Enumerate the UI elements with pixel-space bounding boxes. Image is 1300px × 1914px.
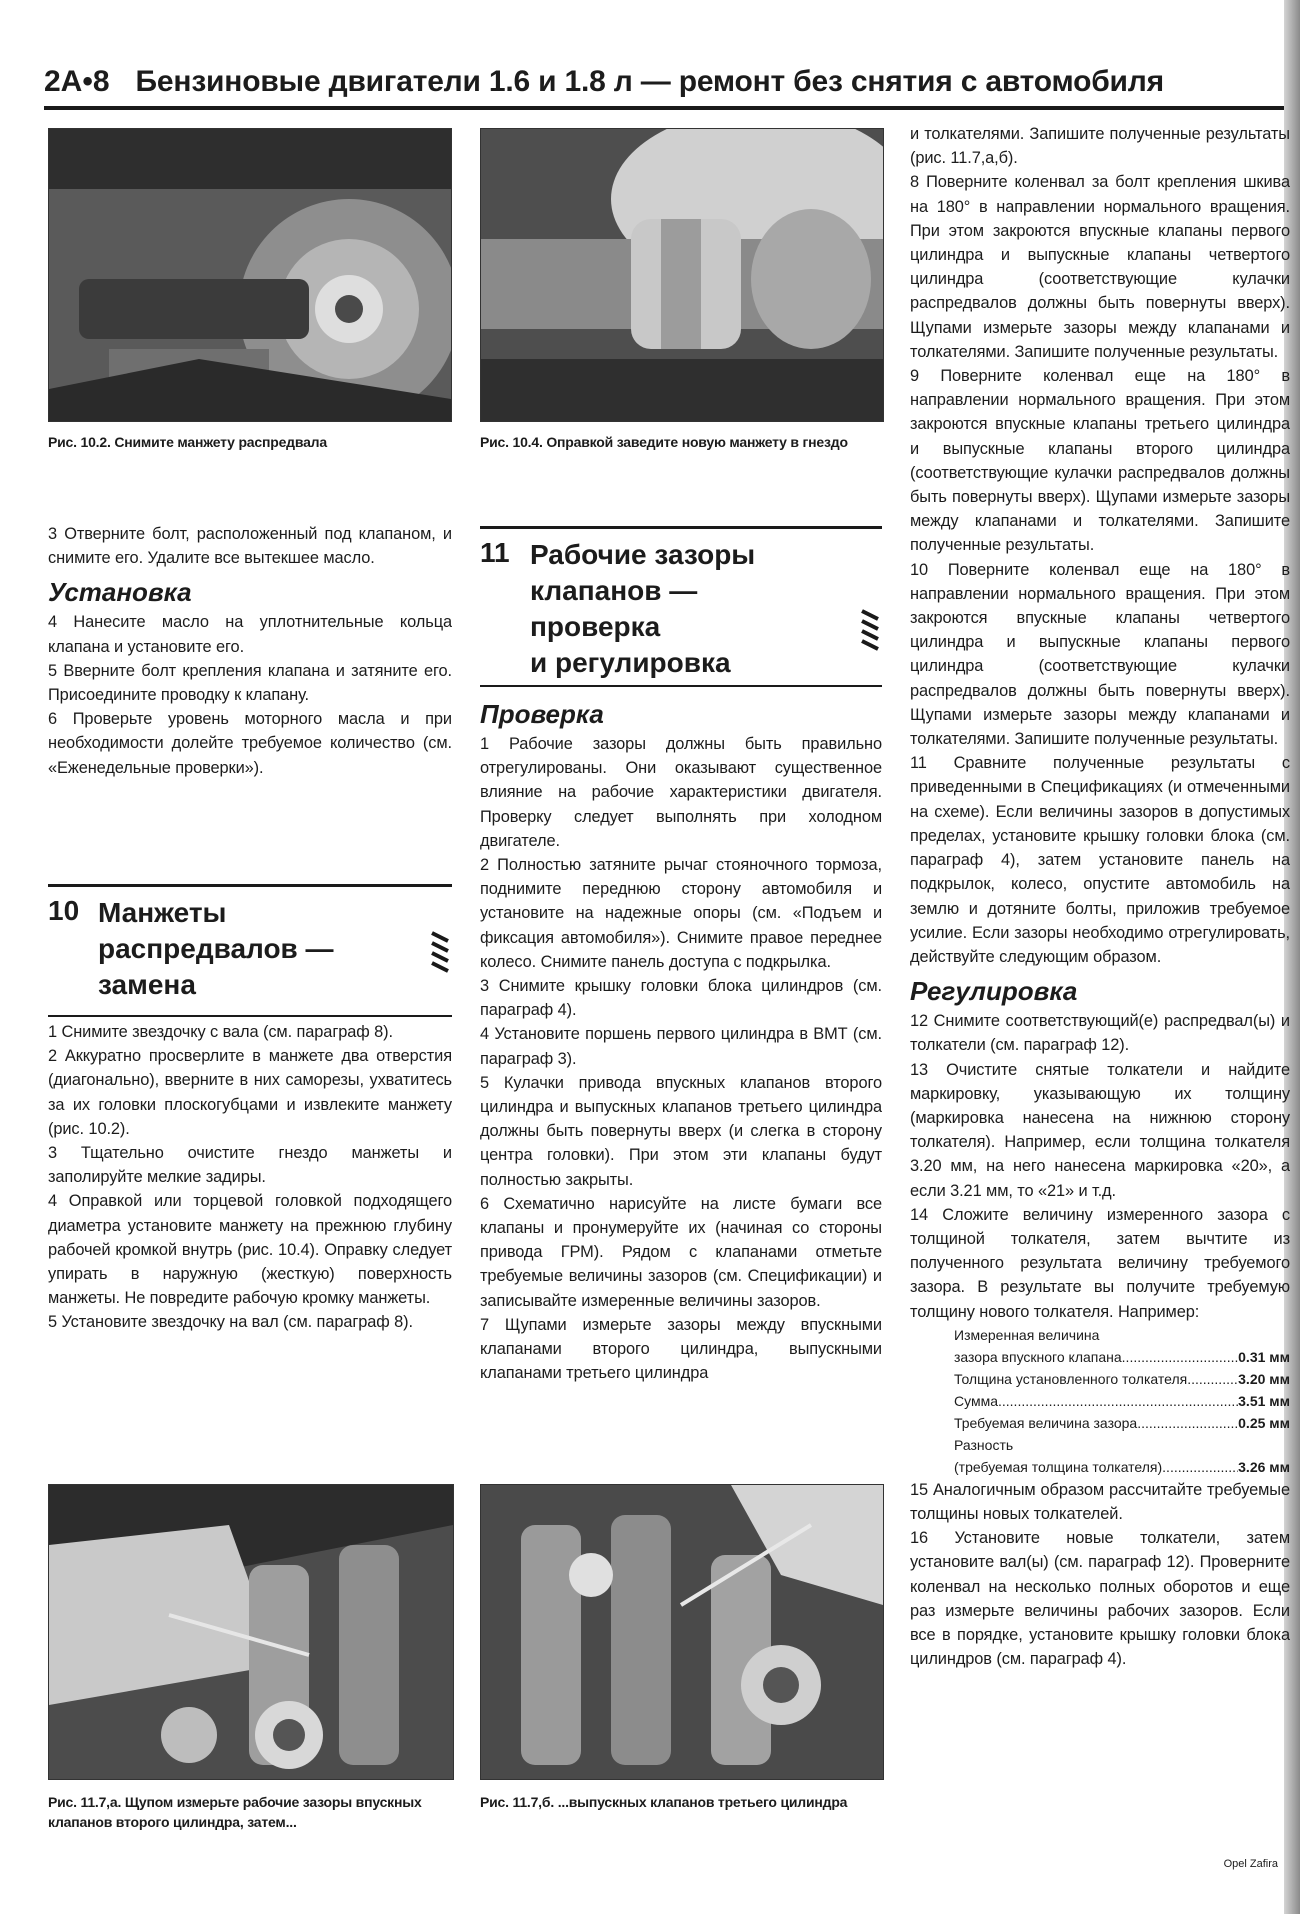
photo-fig-11-7a [48,1484,454,1780]
heading-adjust: Регулировка [910,976,1078,1007]
s10-para-4: 4 Оправкой или торцевой головкой подходящего диаметра установите манжету на прежнюю глубину рабочей кромкой внутрь (рис. 10.4). Оправку следует упирать в наружную (жесткую) поверхность манжеты. Не повредите рабочую кромку манжеты. [48,1192,452,1308]
para-6: 6 Проверьте уровень моторного масла и при необходимости долейте требуемое количество (см. «Еженедельные проверки»). [48,710,452,777]
calc-diff [954,1434,1290,1456]
section-10-title-line-2: распредвалов — [98,933,334,964]
calc-row-value: 0.31 мм [1238,1348,1290,1365]
column-2-body [480,696,882,1385]
page-number: 2A•8 [44,65,110,98]
s10-para-5: 5 Установите звездочку на вал (см. параграф 8). [48,1313,413,1332]
s11-para-12: 12 Снимите соответствующий(е) распредвал(ы) и толкатели (см. параграф 12). [910,1012,1290,1055]
s11-para-15: 15 Аналогичным образом рассчитайте требуемые толщины новых толкателей. [910,1480,1290,1523]
calc-row-label: зазора впускного клапана [954,1348,1122,1365]
s11-para-7: 7 Щупами измерьте зазоры между впускными клапанами второго цилиндра, выпускными клапанами третьего цилиндра [480,1315,882,1383]
footer-brand: Opel Zafira [1223,1858,1278,1870]
photo-fig-10-4 [480,128,884,422]
calc-row-value: 3.26 мм [1238,1458,1290,1475]
s11-para-2: 2 Полностью затяните рычаг стояночного тормоза, поднимите переднюю сторону автомобиля и установите на надежные опоры (см. «Подъем и фиксация автомобиля»). Снимите правое переднее колесо. Снимите панель доступа с подкрылка. [480,856,882,971]
caption-fig-11-7a: Рис. 11.7,а. Щупом измерьте рабочие зазоры впускных клапанов второго цилиндра, затем... [48,1794,422,1831]
calculation-example [954,1324,1290,1478]
calc-row-label: Требуемая величина зазора [954,1414,1138,1431]
section-11-title [530,537,755,681]
s10-para-1: 1 Снимите звездочку с вала (см. параграф 8). [48,1023,393,1041]
s10-para-2: 2 Аккуратно просверлите в манжете два отверстия (диагонально), вверните в них саморезы, ухватитесь за их головки плоскогубцами и извлеките манжету (рис. 10.2). [48,1047,452,1138]
s11-para-4: 4 Установите поршень первого цилиндра в ВМТ (см. параграф 3). [480,1025,882,1068]
calc-row-label: Сумма [954,1392,998,1409]
s11-para-16: 16 Установите новые толкатели, затем установите вал(ы) (см. параграф 12). Проверните коленвал на несколько полных оборотов и еще раз измерьте величины рабочих зазоров. Если все в порядке, установите крышку головки блока цилиндров (см. параграф 4). [910,1529,1290,1669]
s11-para-9: 9 Поверните коленвал еще на 180° в направлении нормального вращения. При этом закроются впускные клапаны третьего цилиндра и выпускные клапаны второго цилиндра (соответствующие кулачки распредвалов должны быть повернуты вверх). Щупами измерьте зазоры между клапанами и толкателями. Запишите полученные результаты. [910,367,1290,555]
section-11-title-line-1: Рабочие зазоры [530,539,756,570]
section-11-title-line-4: и регулировка [530,647,731,678]
calc-row-value: 3.51 мм [1238,1392,1290,1409]
calc-row-label: (требуемая толщина толкателя) [954,1458,1163,1475]
calc-row [954,1412,1290,1434]
calc-head-label: Измеренная величина [954,1326,1100,1343]
page-title: Бензиновые двигатели 1.6 и 1.8 л — ремонт без снятия с автомобиля [135,65,1164,98]
page-header [44,58,1300,110]
section-10-number: 10 [48,895,80,926]
s11-para-8: 8 Поверните коленвал за болт крепления шкива на 180° в направлении нормального вращения. При этом закроются впускные клапаны первого цилиндра и выпускные клапаны четвертого цилиндра (соответствующие кулачки распредвалов должны быть повернуты вверх). Щупами измерьте зазоры между клапанами и толкателями. Запишите полученные результаты. [910,173,1290,361]
caption-fig-10-2: Рис. 10.2. Снимите манжету распредвала [48,434,327,450]
s11-para-13: 13 Очистите снятые толкатели и найдите маркировку, указывающую их толщину (маркировка нанесена на нижнюю сторону толкателя). Например, если толщина толкателя 3.20 мм, на него нанесена маркировка «20», а если 3.21 мм, то «21» и т.д. [910,1060,1290,1200]
calc-head [954,1324,1290,1346]
s10-para-3: 3 Тщательно очистите гнездо манжеты и заполируйте мелкие задиры. [48,1144,452,1187]
column-1-top [48,522,452,780]
difficulty-wrench-icon [860,605,882,655]
section-10-title-line-3: замена [98,969,196,1000]
calc-row [954,1346,1290,1368]
caption-fig-11-7b: Рис. 11.7,б. ...выпускных клапанов третьего цилиндра [480,1794,848,1810]
s11-para-11: 11 Сравните полученные результаты с приведенными в Спецификациях (и отмеченными на схеме). Если величины зазоров в допустимых пределах, установите крышку головки блока (см. параграф 4), затем установите панель на подкрылок, колесо, опустите автомобиль на землю и дотяните болты, приложив требуемое усилие. Если зазоры необходимо отрегулировать, действуйте следующим образом. [910,754,1290,966]
heading-check: Проверка [480,699,604,729]
photo-fig-11-7b [480,1484,884,1780]
s11-para-7-cont: и толкателями. Запишите полученные результаты (рис. 11.7,а,б). [910,125,1290,168]
section-11-number: 11 [480,537,510,568]
s11-para-3: 3 Снимите крышку головки блока цилиндров (см. параграф 4). [480,977,882,1020]
para-4: 4 Нанесите масло на уплотнительные кольца клапана и установите его. [48,613,452,656]
heading-install: Установка [48,577,192,608]
calc-row-value: 3.20 мм [1238,1370,1290,1387]
calc-row [954,1368,1290,1390]
section-10-title-line-1: Манжеты [98,897,227,928]
photo-fig-10-2 [48,128,452,422]
section-10-title [98,895,334,1003]
calc-row-label: Толщина установленного толкателя [954,1370,1188,1387]
column-1-section-10 [48,1020,452,1335]
difficulty-wrench-icon [430,927,452,977]
s11-para-6: 6 Схематично нарисуйте на листе бумаги все клапаны и пронумеруйте их (начиная со стороны привода ГРМ). Рядом с клапанами отметьте требуемые величины зазоров (см. Спецификации) и записывайте измеренные величины зазоров. [480,1194,882,1310]
section-11-title-line-2: клапанов — [530,575,698,606]
section-11-heading [480,526,882,687]
column-3-body [910,122,1290,1671]
s11-para-14: 14 Сложите величину измеренного зазора с толщиной толкателя, затем вычтите из полученного результата величину требуемого зазора. В результате вы получите требуемую толщину нового толкателя. Например: [910,1205,1290,1321]
s11-para-5: 5 Кулачки привода впускных клапанов второго цилиндра и выпускных клапанов третьего цилиндра должны быть повернуты вверх (и слегка в сторону центра головки). При этом эти клапаны будут полностью закрыты. [480,1073,882,1189]
calc-row-value: 0.25 мм [1238,1414,1290,1431]
para-3: 3 Отверните болт, расположенный под клапаном, и снимите его. Удалите все вытекшее масло. [48,525,452,568]
calc-row [954,1390,1290,1412]
section-10-heading [48,884,452,1017]
calc-diff-label: Разность [954,1436,1014,1453]
section-11-title-line-3: проверка [530,611,661,642]
s11-para-10: 10 Поверните коленвал еще на 180° в направлении нормального вращения. При этом закроются впускные клапаны четвертого цилиндра и выпускные клапаны первого цилиндра (соответствующие кулачки распредвалов должны быть повернуты вверх). Щупами измерьте зазоры между клапанами и толкателями. Запишите полученные результаты. [910,560,1290,749]
para-5: 5 Вверните болт крепления клапана и затяните его. Присоедините проводку к клапану. [48,661,452,705]
calc-row [954,1456,1290,1478]
caption-fig-10-4: Рис. 10.4. Оправкой заведите новую манжету в гнездо [480,434,848,450]
s11-para-1: 1 Рабочие зазоры должны быть правильно отрегулированы. Они оказывают существенное влияние на рабочие характеристики двигателя. Проверку следует выполнять при холодном двигателе. [480,735,882,850]
